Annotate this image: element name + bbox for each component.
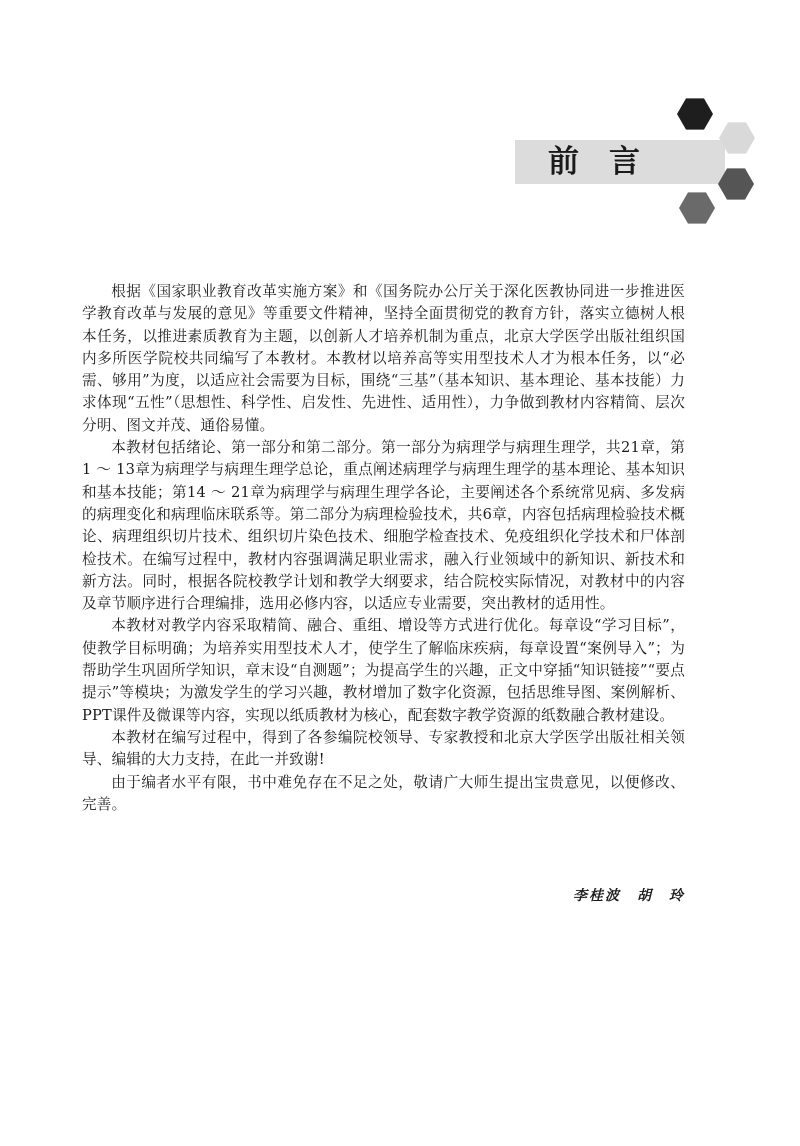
paragraph: 本教材包括绪论、第一部分和第二部分。第一部分为病理学与病理生理学，共21章，第1 ～ 13章为病理学与病理生理学总论，重点阐述病理学与病理生理学的基本理论、基本知识和基本技能；第14 ～ 21章为病理学与病理生理学各论，主要阐述各个系统常见病、多发病的病理变化和病理临床联系等。第二部分为病理检验技术，共6章，内容包括病理检验技术概论、病理组织切片技术、组织切片染色技术、细胞学检查技术、免疫组织化学技术和尸体剖检技术。在编写过程中，教材内容强调满足职业需求，融入行业领域中的新知识、新技术和新方法。同时，根据各院校教学计划和教学大纲要求，结合院校实际情况，对教材中的内容及章节顺序进行合理编排，选用必修内容，以适应专业需要，突出教材的适用性。 bbox=[82, 439, 685, 613]
author-signature: 李桂波 胡 玲 bbox=[573, 888, 685, 904]
paragraph: 本教材在编写过程中，得到了各参编院校领导、专家教授和北京大学医学出版社相关领导、编辑的大力支持，在此一并致谢! bbox=[82, 728, 685, 769]
hexagon-decoration bbox=[670, 96, 770, 230]
paragraph: 由于编者水平有限，书中难免存在不足之处，敬请广大师生提出宝贵意见，以便修改、完善。 bbox=[82, 773, 685, 813]
preface-body bbox=[82, 281, 685, 816]
hexagon-black bbox=[677, 98, 713, 129]
paragraph: 根据《国家职业教育改革实施方案》和《国务院办公厅关于深化医教协同进一步推进医学教育改革与发展的意见》等重要文件精神，坚持全面贯彻党的教育方针，落实立德树人根本任务，以推进素质教育为主题，以创新人才培养机制为重点，北京大学医学出版社组织国内多所医学院校共同编写了本教材。本教材以培养高等实用型技术人才为根本任务，以“必需、够用”为度，以适应社会需要为目标，围绕“三基”（基本知识、基本理论、基本技能）力求体现“五性”（思想性、科学性、启发性、先进性、适用性），力争做到教材内容精简、层次分明、图文并茂、通俗易懂。 bbox=[82, 283, 685, 434]
page-title: 前言 bbox=[548, 144, 670, 180]
hexagon-light bbox=[719, 122, 755, 153]
hexagon-dark bbox=[679, 192, 715, 223]
paragraph: 本教材对教学内容采取精简、融合、重组、增设等方式进行优化。每章设“学习目标”，使教学目标明确；为培养实用型技术人才，使学生了解临床疾病，每章设置“案例导入”；为帮助学生巩固所学知识，章末设“自测题”；为提高学生的兴趣，正文中穿插“知识链接”“要点提示”等模块；为激发学生的学习兴趣，教材增加了数字化资源，包括思维导图、案例解析、PPT课件及微课等内容，实现以纸质教材为核心，配套数字教学资源的纸数融合教材建设。 bbox=[82, 617, 685, 724]
hexagon-mid bbox=[718, 168, 754, 199]
